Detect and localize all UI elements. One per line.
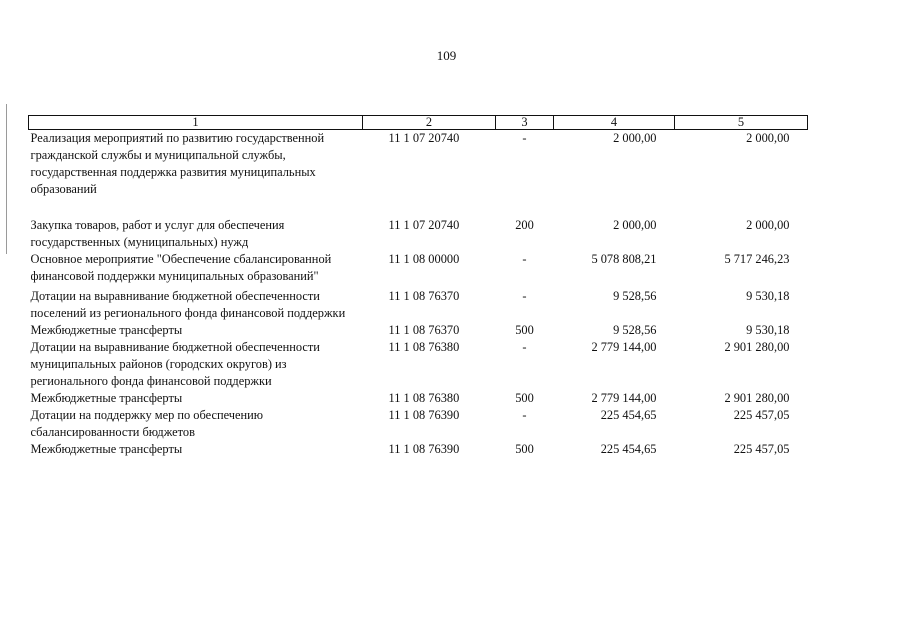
row-name: Дотации на выравнивание бюджетной обеспеченности поселений из регионального фонда финансовой поддержки xyxy=(30,289,346,320)
column-header-3: 3 xyxy=(496,116,554,130)
column-header-5: 5 xyxy=(675,116,808,130)
row-code: 11 1 08 76370 xyxy=(388,289,460,303)
row-name: Основное мероприятие "Обеспечение сбалансированной финансовой поддержки муниципальных образований" xyxy=(30,252,332,283)
row-sum-2: 2 901 280,00 xyxy=(724,391,790,405)
row-sum-1: 2 000,00 xyxy=(613,131,657,145)
row-name: Межбюджетные трансферты xyxy=(30,323,183,337)
row-code: 11 1 08 76380 xyxy=(388,391,460,405)
budget-table xyxy=(28,115,808,458)
row-sum-2: 225 457,05 xyxy=(733,442,790,456)
row-name: Межбюджетные трансферты xyxy=(30,442,183,456)
row-sum-1: 9 528,56 xyxy=(613,323,657,337)
row-sum-2: 9 530,18 xyxy=(746,289,790,303)
row-sum-2: 225 457,05 xyxy=(733,408,790,422)
row-code: 11 1 08 76390 xyxy=(388,408,460,422)
row-expense-type: - xyxy=(522,408,527,422)
column-header-2: 2 xyxy=(363,116,496,130)
table-row xyxy=(29,390,808,407)
row-name: Дотации на поддержку мер по обеспечению сбалансированности бюджетов xyxy=(30,408,264,439)
row-sum-2: 9 530,18 xyxy=(746,323,790,337)
row-expense-type: 500 xyxy=(515,323,534,337)
row-code: 11 1 08 76390 xyxy=(388,442,460,456)
row-expense-type: - xyxy=(522,131,527,145)
row-expense-type: - xyxy=(522,252,527,266)
row-sum-2: 5 717 246,23 xyxy=(724,252,790,266)
row-expense-type: - xyxy=(522,289,527,303)
table-row xyxy=(29,251,808,288)
page-number: 109 xyxy=(436,48,457,63)
row-name: Дотации на выравнивание бюджетной обеспеченности муниципальных районов (городских округов) из регионального фонда финансовой поддержки xyxy=(30,340,320,388)
row-sum-2: 2 000,00 xyxy=(746,218,790,232)
table-row xyxy=(29,130,808,218)
row-code: 11 1 08 76380 xyxy=(388,340,460,354)
row-name: Реализация мероприятий по развитию государственной гражданской службы и муниципальной службы, государственная поддержка развития муниципальных образований xyxy=(30,131,325,196)
row-sum-1: 2 000,00 xyxy=(613,218,657,232)
table-row xyxy=(29,339,808,390)
row-name: Закупка товаров, работ и услуг для обеспечения государственных (муниципальных) нужд xyxy=(30,218,285,249)
table-row xyxy=(29,288,808,322)
row-expense-type: 500 xyxy=(515,442,534,456)
row-expense-type: 500 xyxy=(515,391,534,405)
table-row xyxy=(29,441,808,458)
column-header-4: 4 xyxy=(554,116,675,130)
table-row xyxy=(29,217,808,251)
row-sum-1: 225 454,65 xyxy=(600,408,657,422)
left-margin-rule xyxy=(6,104,7,254)
row-sum-1: 9 528,56 xyxy=(613,289,657,303)
row-sum-2: 2 901 280,00 xyxy=(724,340,790,354)
row-sum-1: 2 779 144,00 xyxy=(591,340,657,354)
row-code: 11 1 08 00000 xyxy=(388,252,460,266)
row-code: 11 1 08 76370 xyxy=(388,323,460,337)
row-code: 11 1 07 20740 xyxy=(388,218,460,232)
row-sum-1: 225 454,65 xyxy=(600,442,657,456)
row-sum-2: 2 000,00 xyxy=(746,131,790,145)
row-sum-1: 2 779 144,00 xyxy=(591,391,657,405)
row-code: 11 1 07 20740 xyxy=(388,131,460,145)
row-name: Межбюджетные трансферты xyxy=(30,391,183,405)
row-expense-type: - xyxy=(522,340,527,354)
table-header-row xyxy=(29,116,808,130)
column-header-1: 1 xyxy=(29,116,363,130)
row-sum-1: 5 078 808,21 xyxy=(591,252,657,266)
table-row xyxy=(29,407,808,441)
table-row xyxy=(29,322,808,339)
row-expense-type: 200 xyxy=(515,218,534,232)
